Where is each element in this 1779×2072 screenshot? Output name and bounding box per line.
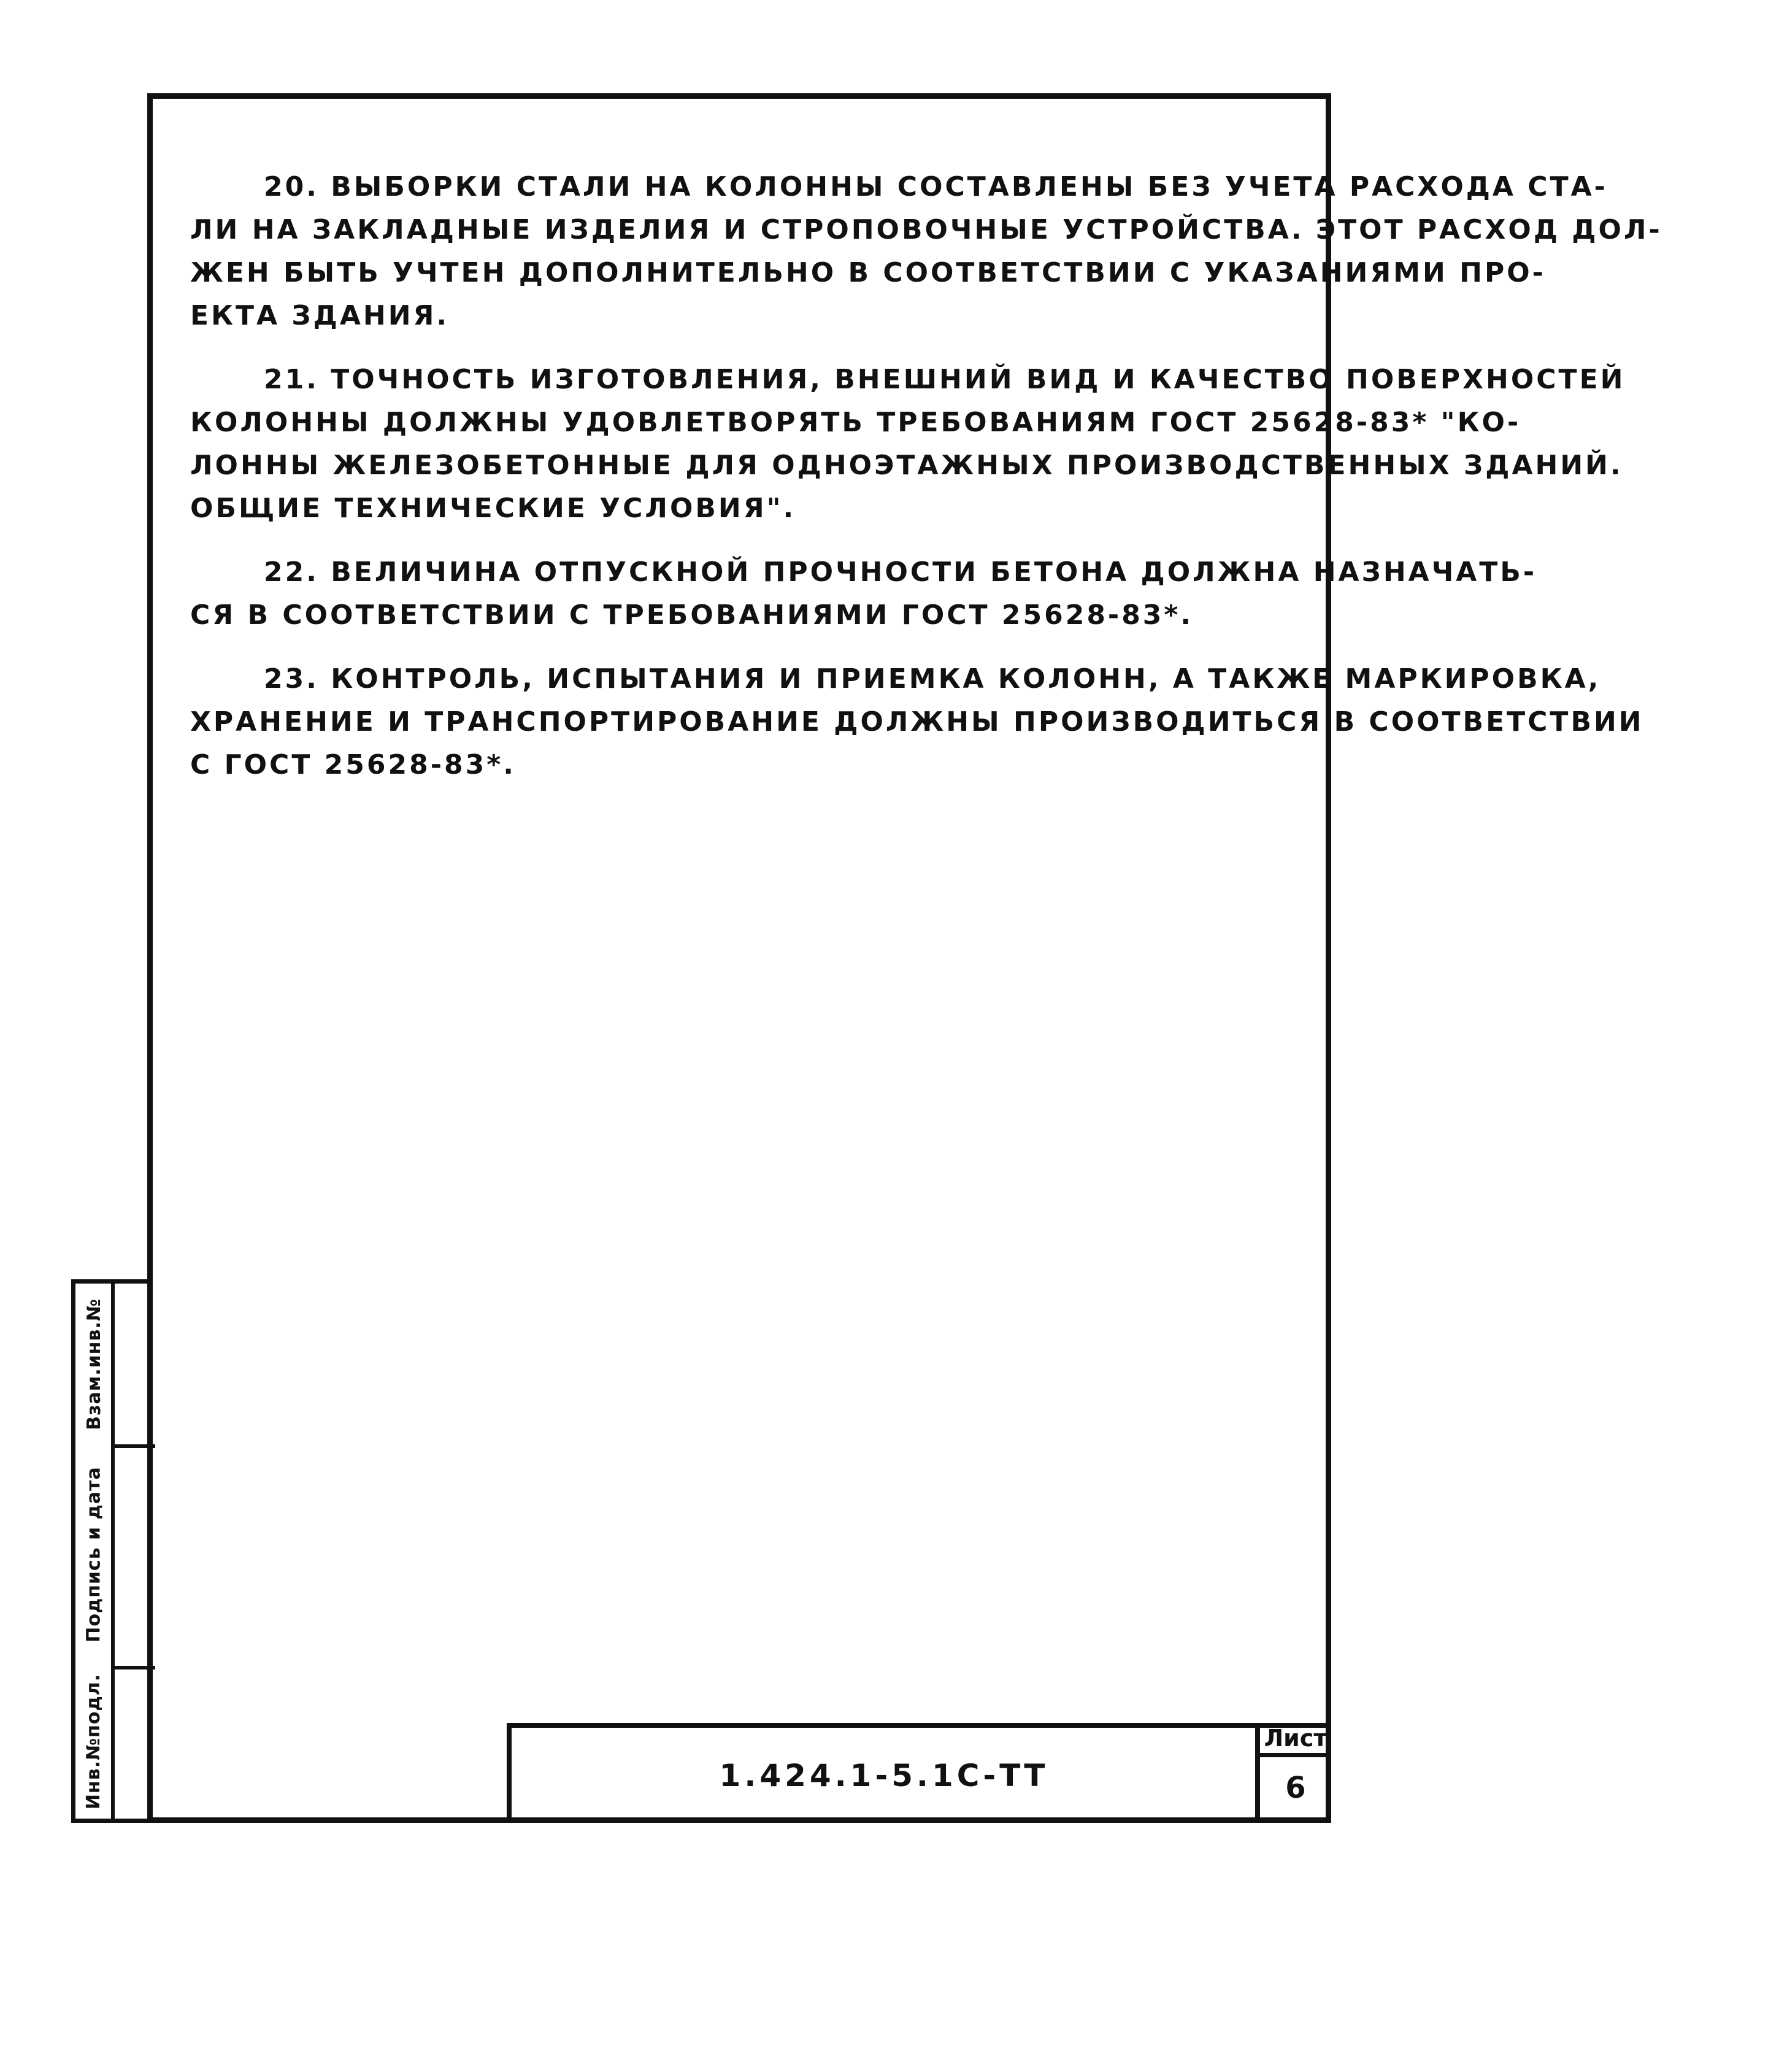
- stamp-divider: [111, 1444, 155, 1448]
- stamp-divider: [111, 1284, 115, 1819]
- text-line: ЖЕН БЫТЬ УЧТЕН ДОПОЛНИТЕЛЬНО В СООТВЕТСТВИИ С УКАЗАНИЯМИ ПРО-: [190, 257, 1546, 288]
- title-block: [507, 1723, 1331, 1823]
- sheet-number: 6: [1285, 1770, 1306, 1805]
- text-line: ЛИ НА ЗАКЛАДНЫЕ ИЗДЕЛИЯ И СТРОПОВОЧНЫЕ УСТРОЙСТВА. ЭТОТ РАСХОД ДОЛ-: [190, 214, 1662, 245]
- text-line: С ГОСТ 25628-83*.: [190, 749, 516, 780]
- text-line: 20. ВЫБОРКИ СТАЛИ НА КОЛОННЫ СОСТАВЛЕНЫ БЕЗ УЧЕТА РАСХОДА СТА-: [264, 171, 1608, 202]
- text-line: 23. КОНТРОЛЬ, ИСПЫТАНИЯ И ПРИЕМКА КОЛОНН, А ТАКЖЕ МАРКИРОВКА,: [264, 663, 1601, 695]
- text-line: 21. ТОЧНОСТЬ ИЗГОТОВЛЕНИЯ, ВНЕШНИЙ ВИД И КАЧЕСТВО ПОВЕРХНОСТЕЙ: [264, 364, 1626, 395]
- text-line: СЯ В СООТВЕТСТВИИ С ТРЕБОВАНИЯМИ ГОСТ 25628-83*.: [190, 599, 1194, 631]
- note-22: [190, 551, 1537, 637]
- signature-date-label: Подпись и дата: [83, 1466, 105, 1643]
- sheet-label: Лист: [1260, 1723, 1331, 1757]
- stamp-divider: [111, 1666, 155, 1670]
- note-21: [190, 358, 1626, 530]
- text-line: КОЛОННЫ ДОЛЖНЫ УДОВЛЕТВОРЯТЬ ТРЕБОВАНИЯМ ГОСТ 25628-83* "КО-: [190, 407, 1521, 438]
- text-line: ХРАНЕНИЕ И ТРАНСПОРТИРОВАНИЕ ДОЛЖНЫ ПРОИЗВОДИТЬСЯ В СООТВЕТСТВИИ: [190, 706, 1644, 738]
- text-line: 22. ВЕЛИЧИНА ОТПУСКНОЙ ПРОЧНОСТИ БЕТОНА ДОЛЖНА НАЗНАЧАТЬ-: [264, 557, 1537, 588]
- note-23: [190, 658, 1644, 787]
- text-line: ОБЩИЕ ТЕХНИЧЕСКИЕ УСЛОВИЯ".: [190, 493, 796, 524]
- specification-text: [190, 166, 1662, 807]
- text-line: ЕКТА ЗДАНИЯ.: [190, 300, 450, 331]
- note-20: [190, 166, 1662, 337]
- inv-original-label: Инв.№подл.: [83, 1673, 105, 1809]
- sheet-cell: [1255, 1723, 1331, 1823]
- replacement-inv-label: Взам.инв.№: [83, 1298, 105, 1430]
- document-designation: 1.424.1-5.1С-ТТ: [719, 1757, 1049, 1793]
- text-line: ЛОННЫ ЖЕЛЕЗОБЕТОННЫЕ ДЛЯ ОДНОЭТАЖНЫХ ПРОИЗВОДСТВЕННЫХ ЗДАНИЙ.: [190, 450, 1623, 481]
- marginal-stamp: [71, 1279, 151, 1823]
